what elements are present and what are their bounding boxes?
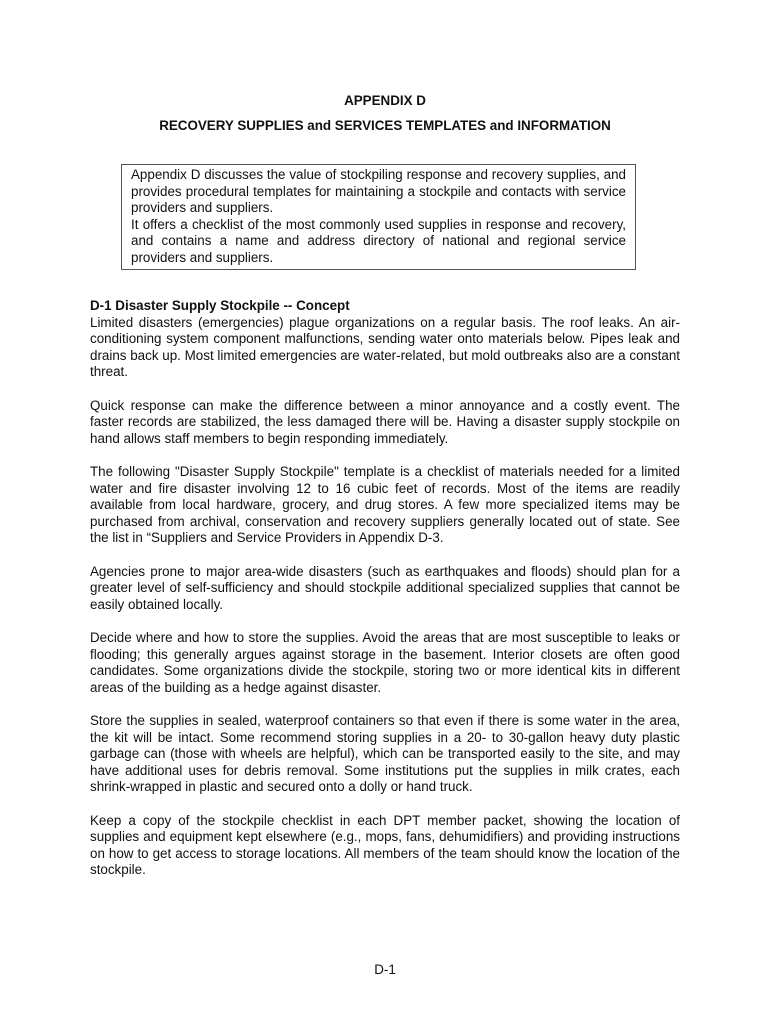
body-paragraph: The following "Disaster Supply Stockpile" template is a checklist of materials needed for a limited water and fire disaster involving 12 to 16 cubic feet of records. Most of the items are readily available from local hardware, grocery, and drug stores. A few more specialized items may be purchased from archival, conservation and recovery suppliers generally located out of state. See the list in “Suppliers and Service Providers in Appendix D-3. xyxy=(90,464,680,545)
body-paragraph: Limited disasters (emergencies) plague organizations on a regular basis. The roof leaks. An air-conditioning system component malfunctions, sending water onto materials below. Pipes leak and drains back up. Most limited emergencies are water-related, but mold outbreaks also are a constant threat. xyxy=(90,314,680,379)
appendix-title: APPENDIX D xyxy=(344,93,426,108)
appendix-subtitle: RECOVERY SUPPLIES and SERVICES TEMPLATES and INFORMATION xyxy=(159,118,611,133)
section-heading: D-1 Disaster Supply Stockpile -- Concept xyxy=(90,298,350,313)
section-d1 xyxy=(90,298,680,896)
body-paragraph: Store the supplies in sealed, waterproof containers so that even if there is some water in the area, the kit will be intact. Some recommend storing supplies in a 20- to 30-gallon heavy duty plastic garbage can (those with wheels are helpful), which can be transported easily to the site, and may have additional uses for debris removal. Some institutions put the supplies in milk crates, each shrink-wrapped in plastic and secured onto a dolly or hand truck. xyxy=(90,713,680,794)
intro-summary-box xyxy=(121,164,636,270)
page-number: D-1 xyxy=(374,962,396,977)
body-paragraph: Agencies prone to major area-wide disasters (such as earthquakes and floods) should plan for a greater level of self-sufficiency and should stockpile additional specialized supplies that cannot be easily obtained locally. xyxy=(90,563,680,612)
body-paragraph: Decide where and how to store the supplies. Avoid the areas that are most susceptible to leaks or flooding; this generally argues against storage in the basement. Interior closets are often good candidates. Some organizations divide the stockpile, storing two or more identical kits in different areas of the building as a hedge against disaster. xyxy=(90,630,680,695)
body-paragraph: Quick response can make the difference between a minor annoyance and a costly event. The faster records are stabilized, the less damaged there will be. Having a disaster supply stockpile on hand allows staff members to begin responding immediately. xyxy=(90,397,680,446)
intro-paragraph-1: Appendix D discusses the value of stockpiling response and recovery supplies, and provides procedural templates for maintaining a stockpile and contacts with service providers and suppliers. xyxy=(131,167,626,215)
intro-paragraph-2: It offers a checklist of the most commonly used supplies in response and recovery, and contains a name and address directory of national and regional service providers and suppliers. xyxy=(131,216,626,265)
body-paragraph: Keep a copy of the stockpile checklist in each DPT member packet, showing the location of supplies and equipment kept elsewhere (e.g., mops, fans, dehumidifiers) and providing instructions on how to get access to storage locations. All members of the team should know the location of the stockpile. xyxy=(90,812,680,877)
